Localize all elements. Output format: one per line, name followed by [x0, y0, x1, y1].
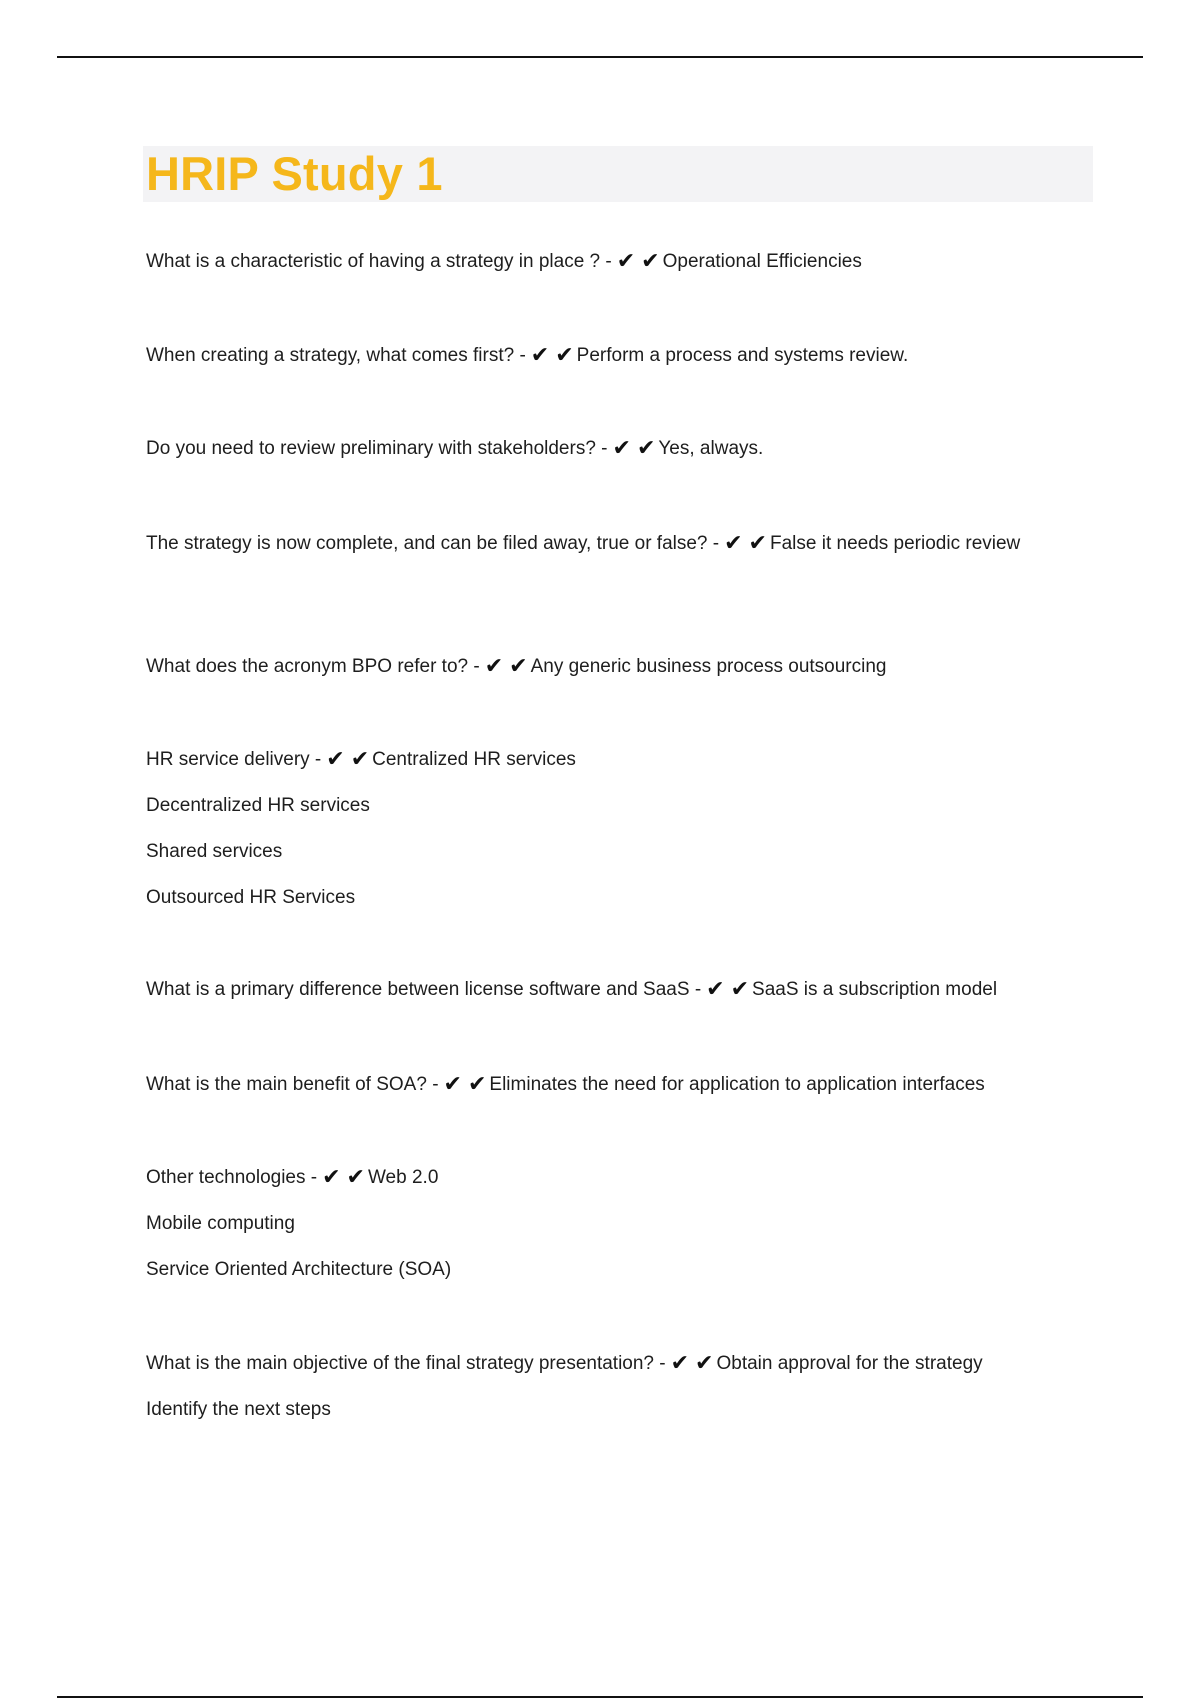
check-icon: ✔	[670, 1351, 690, 1376]
answer-text: Obtain approval for the strategy	[716, 1353, 983, 1374]
qa-item	[146, 341, 1086, 370]
question-text: What is a primary difference between license software and SaaS -	[146, 979, 702, 1000]
check-icon: ✔	[443, 1072, 462, 1097]
qa-item	[146, 1070, 1146, 1099]
question-text: When creating a strategy, what comes first? -	[146, 345, 526, 366]
answer-continuation: Shared services	[146, 841, 283, 862]
question-text: What does the acronym BPO refer to? -	[146, 656, 480, 677]
answer-text: Operational Efficiencies	[662, 251, 862, 272]
check-icon: ✔	[730, 977, 750, 1002]
check-icon: ✔	[616, 249, 636, 274]
qa-item	[146, 434, 1086, 463]
answer-text: Perform a process and systems review.	[576, 345, 909, 366]
answer-continuation: Service Oriented Architecture (SOA)	[146, 1259, 452, 1280]
question-text: What is the main objective of the final strategy presentation? -	[146, 1353, 666, 1374]
answer-text: False it needs periodic review	[769, 533, 1021, 554]
header-rule	[57, 56, 1143, 58]
qa-line	[146, 529, 1046, 558]
check-icon: ✔	[350, 747, 370, 772]
check-icon: ✔	[530, 343, 550, 368]
qa-item	[146, 1349, 1146, 1424]
qa-line	[146, 434, 1086, 463]
page-title: HRIP Study 1	[146, 147, 443, 200]
answer-text: Any generic business process outsourcing	[530, 656, 887, 677]
check-icon: ✔	[484, 654, 504, 679]
qa-line	[146, 652, 1086, 681]
qa-line	[146, 247, 1086, 276]
answer-continuation: Outsourced HR Services	[146, 887, 356, 908]
question-text: What is a characteristic of having a strategy in place ? -	[146, 251, 612, 272]
answer-continuation: Mobile computing	[146, 1213, 295, 1234]
qa-item	[146, 529, 1046, 558]
qa-line	[146, 975, 1086, 1004]
question-text: The strategy is now complete, and can be filed away, true or false? -	[146, 533, 720, 554]
qa-line	[146, 1349, 1146, 1378]
qa-line	[146, 1070, 1146, 1099]
qa-item	[146, 1163, 1086, 1284]
check-icon: ✔	[748, 531, 767, 556]
answer-text: SaaS is a subscription model	[752, 979, 998, 1000]
check-icon: ✔	[555, 343, 574, 368]
qa-line	[146, 1163, 1086, 1192]
check-icon: ✔	[724, 531, 743, 556]
qa-item	[146, 247, 1086, 276]
check-icon: ✔	[706, 977, 725, 1002]
question-text: Do you need to review preliminary with stakeholders? -	[146, 438, 608, 459]
answer-continuation: Decentralized HR services	[146, 795, 370, 816]
answer-text: Web 2.0	[367, 1167, 439, 1188]
check-icon: ✔	[695, 1351, 714, 1376]
qa-line	[146, 341, 1086, 370]
answer-text: Yes, always.	[658, 438, 764, 459]
answer-text: Centralized HR services	[372, 749, 576, 770]
question-text: What is the main benefit of SOA? -	[146, 1074, 439, 1095]
qa-item	[146, 975, 1086, 1004]
check-icon: ✔	[612, 436, 631, 461]
check-icon: ✔	[326, 747, 345, 772]
qa-item	[146, 652, 1086, 681]
check-icon: ✔	[636, 436, 656, 461]
check-icon: ✔	[322, 1165, 341, 1190]
footer-rule	[57, 1696, 1143, 1698]
qa-line	[146, 745, 1086, 774]
question-text: HR service delivery -	[146, 749, 322, 770]
check-icon: ✔	[641, 249, 660, 274]
check-icon: ✔	[467, 1072, 487, 1097]
question-text: Other technologies -	[146, 1167, 318, 1188]
check-icon: ✔	[509, 654, 528, 679]
answer-continuation: Identify the next steps	[146, 1399, 331, 1420]
check-icon: ✔	[346, 1165, 365, 1190]
qa-item	[146, 745, 1086, 912]
answer-text: Eliminates the need for application to application interfaces	[489, 1074, 985, 1095]
